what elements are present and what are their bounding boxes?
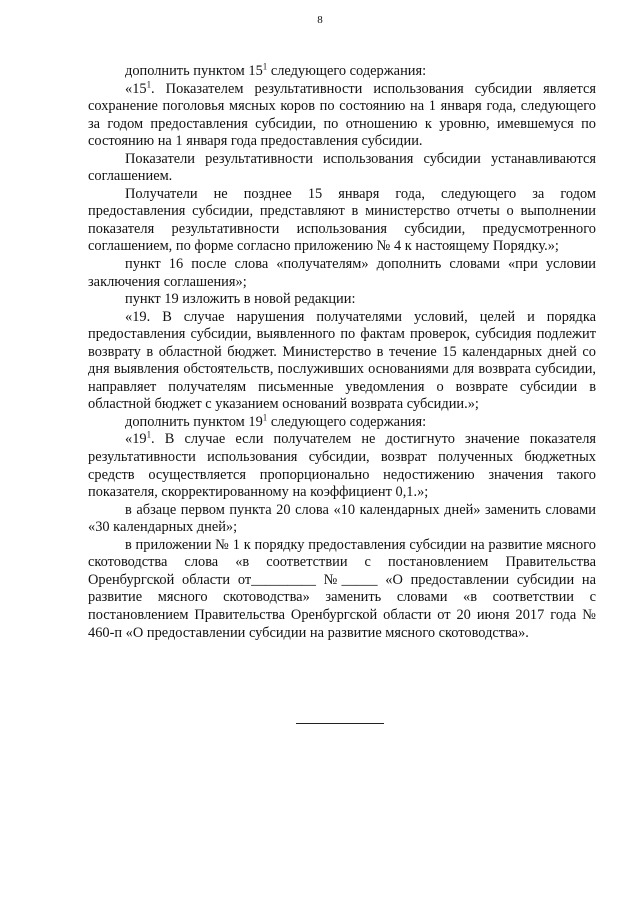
paragraph-point-19-text: «19. В случае нарушения получателями условий, целей и порядка предоставления субсидии, выявленного по фактам проверок, субсидия подлежит возврату в областной бюджет. Министерство в течение 15 календарных дней со дня выявления обстоятельств, послуживших основаниями для возврата субсидии, направляет получателям письменные уведомления о возврате субсидии в областной бюджет с указанием оснований возврата субсидии.»; <box>88 308 596 413</box>
paragraph-add-point-15-1: дополнить пунктом $15^1$ следующего содержания: <box>125 61 427 79</box>
page-number: 8 <box>317 14 323 26</box>
paragraph-recipients-reports: Получатели не позднее 15 января года, следующего за годом предоставления субсидии, представляют в министерство отчеты о выполнении показателя результативности использования субсидии, предусмотренного соглашением, по форме согласно приложению № 4 к настоящему Порядку.»; <box>88 185 596 255</box>
paragraph-appendix-1: в приложении № 1 к порядку предоставления субсидии на развитие мясного скотоводства слова «в соответствии с постановлением Правительства Оренбургской области от_________ №_____ «О предоставлении субсидии на развитие мясного скотоводства» заменить словами «в соответствии с постановлением Правительства Оренбургской области от 20 июня 2017 года № 460-п «О предоставлении субсидии на развитие мясного скотоводства». <box>88 536 596 641</box>
closing-divider <box>296 723 384 724</box>
paragraph-indicators-agreement: Показатели результативности использования субсидии устанавливаются соглашением. <box>88 150 596 185</box>
paragraph-point-15-1-text: «$15^1$. Показателем результативности использования субсидии является сохранение поголовья мясных коров по состоянию на 1 января года, следующего за годом предоставления субсидии, по отношению к уровню, имевшемуся по состоянию на 1 января года предоставления субсидии. <box>88 79 596 150</box>
paragraph-point-20: в абзаце первом пункта 20 слова «10 календарных дней» заменить словами «30 календарных дней»; <box>88 501 596 536</box>
paragraph-add-point-19-1: дополнить пунктом $19^1$ следующего содержания: <box>125 412 427 430</box>
document-body <box>88 63 596 642</box>
paragraph-point-16: пункт 16 после слова «получателям» дополнить словами «при условии заключения соглашения»; <box>88 256 596 290</box>
paragraph-point-19-1-text: «$19^1$. В случае если получателем не достигнуто значение показателя результативности использования субсидии, возврат полученных бюджетных средств осуществляется пропорционально недостижению значения такого показателя, скорректированному на коэффициент 0,1.»; <box>88 430 596 501</box>
paragraph-point-19-new-edition: пункт 19 изложить в новой редакции: <box>125 291 356 308</box>
